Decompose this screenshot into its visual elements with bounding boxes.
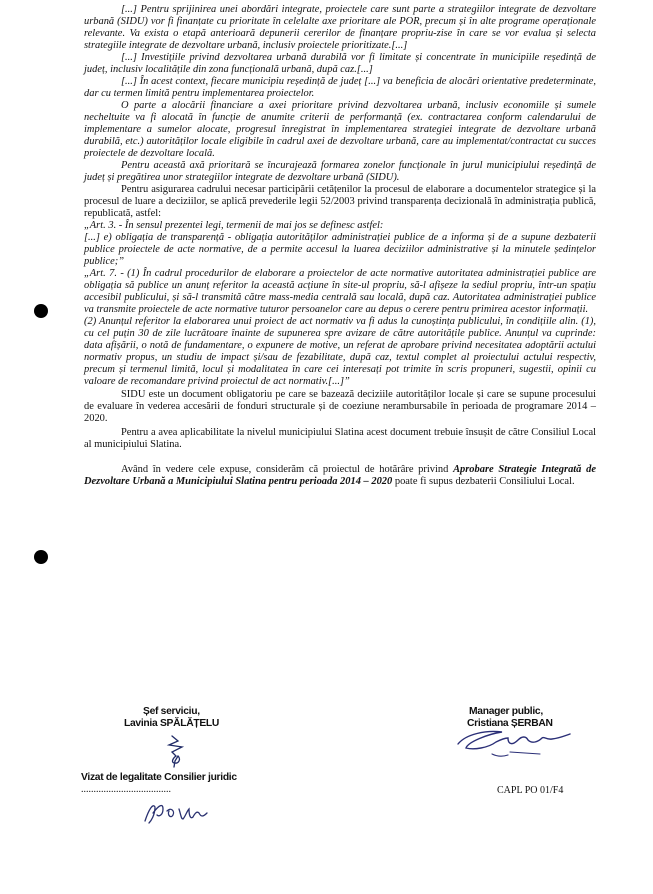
form-code: CAPL PO 01/F4 <box>497 785 564 796</box>
document-body <box>84 4 596 488</box>
punch-hole-bottom <box>34 550 48 564</box>
conclusion-before: Având în vedere cele expuse, considerăm că proiectul de hotărâre privind <box>121 463 454 475</box>
applicability-paragraph: Pentru a avea aplicabilitate la nivelul municipiului Slatina acest document trebuie însușit de către Consiliul Local al municipiului Slatina. <box>84 426 596 450</box>
quote-paragraph-3: [...] În acest context, fiecare municipiu reședință de județ [...] va beneficia de alocări orientative predeterminate, dar cu termen limită pentru implementarea proiectelor. <box>84 76 596 100</box>
right-signatory-name: Cristiana ȘERBAN <box>467 718 553 729</box>
left-signatory <box>124 706 219 730</box>
conclusion-after: poate fi supus dezbaterii Consiliului Local. <box>392 475 575 487</box>
quote-paragraph-2: [...] Investițiile privind dezvoltarea urbană durabilă vor fi limitate și concentrate în municipiile reședință de județ, inclusiv localitățile din zona funcțională urbană, după caz.[...] <box>84 52 596 76</box>
legal-signature-mark <box>141 795 221 831</box>
law-intro-paragraph: Pentru asigurarea cadrului necesar participării cetățenilor la procesul de elaborare a documentelor strategice și la procesul de luare a deciziilor, se aplică prevederile legii 52/2003 privind transparența decizională în administrația publică, republicată, astfel: <box>84 184 596 220</box>
project-title: Aprobare Strategie Integrată de Dezvoltare Urbană a Municipiului Slatina pentru perioada 2014 – 2020 <box>84 463 596 487</box>
left-signatory-role: Șef serviciu, <box>143 706 200 717</box>
quote-paragraph-4: O parte a alocării financiare a axei prioritare privind dezvoltarea urbană, inclusiv economiile și sumele necheltuite va fi alocată în funcție de anumite criterii de performanță (ex. contractarea conform calendarului de implementare a sumelor alocate, progresul înregistrat în implementarea strategiei integrate de dezvoltare urbană durabilă, etc.) autorităților locale eligibile în cadrul axei de dezvoltare urbană, care au implementat/contractat cu succes proiectele de dezvoltare locală. <box>84 100 596 160</box>
law-article-7-1: „Art. 7. - (1) În cadrul procedurilor de elaborare a proiectelor de acte normative autoritatea administrației publice are obligația să publice un anunț referitor la această acțiune în site-ul propriu, să-l afișeze la sediul propriu, într-un spațiu accesibil publicului, și să-l transmită către mass-media centrală sau locală, după caz. Autoritatea administrației publice va transmite proiectele de acte normative tuturor persoanelor care au depus o cerere pentru primirea acestor informații. <box>84 268 596 316</box>
left-signatory-name: Lavinia SPĂLĂȚELU <box>124 718 220 729</box>
punch-hole-top <box>34 304 48 318</box>
quote-paragraph-5: Pentru această axă prioritară se încurajează formarea zonelor funcționale în jurul municipiului reședință de județ și pregătirea unor strategiilor integrate de dezvoltare urbană (SIDU). <box>84 160 596 184</box>
legal-check-label: Vizat de legalitate Consilier juridic <box>81 772 237 783</box>
sidu-paragraph: SIDU este un document obligatoriu pe care se bazează deciziile autorităților locale și care se supune procesului de evaluare în vederea accesării de fonduri structurale și de coeziune nerambursabile în perioada de programare 2014 – 2020. <box>84 388 596 424</box>
law-article-3: „Art. 3. - În sensul prezentei legi, termenii de mai jos se definesc astfel: <box>84 220 384 232</box>
right-signature-mark <box>452 722 578 762</box>
law-article-3-e: [...] e) obligația de transparență - obligația autorităților administrației publice de a informa și de a supune dezbaterii publice proiectele de acte normative, de a permite accesul la luarea deciziilor administrative și la minutele ședințelor publice;” <box>84 232 596 268</box>
left-signature-mark <box>162 732 196 772</box>
law-article-7-2: (2) Anunțul referitor la elaborarea unui proiect de act normativ va fi adus la cunoștința publicului, în condițiile alin. (1), cu cel puțin 30 de zile lucrătoare înainte de supunerea spre avizare de către autoritățile publice. Anunțul va cuprinde: data afișării, o notă de fundamentare, o expunere de motive, un referat de aprobare privind necesitatea adoptării actului normativ propus, un studiu de impact și/sau de fezabilitate, după caz, textul complet al proiectului actului respectiv, precum și termenul limită, locul și modalitatea în care cei interesați pot trimite în scris propuneri, sugestii, opinii cu valoare de recomandare privind proiectul de act normativ.[...]” <box>84 316 596 388</box>
legal-check-dots: .................................... <box>81 784 171 795</box>
right-signatory-role: Manager public, <box>469 706 543 717</box>
legal-check-block <box>81 772 237 784</box>
quote-paragraph-1: [...] Pentru sprijinirea unei abordări integrate, proiectele care sunt parte a strategiilor integrate de dezvoltare urbană (SIDU) vor fi finanțate cu prioritate în celelalte axe prioritare ale POR, precum și în alte programe operaționale relevante. Va exista o etapă anterioară depunerii cererilor de finanțare propriu-zise în care se vor evalua și selecta strategiile integrate de dezvoltare urbană, inclusiv proiectele prioritizate.[...] <box>84 4 596 52</box>
conclusion-paragraph <box>84 464 596 488</box>
